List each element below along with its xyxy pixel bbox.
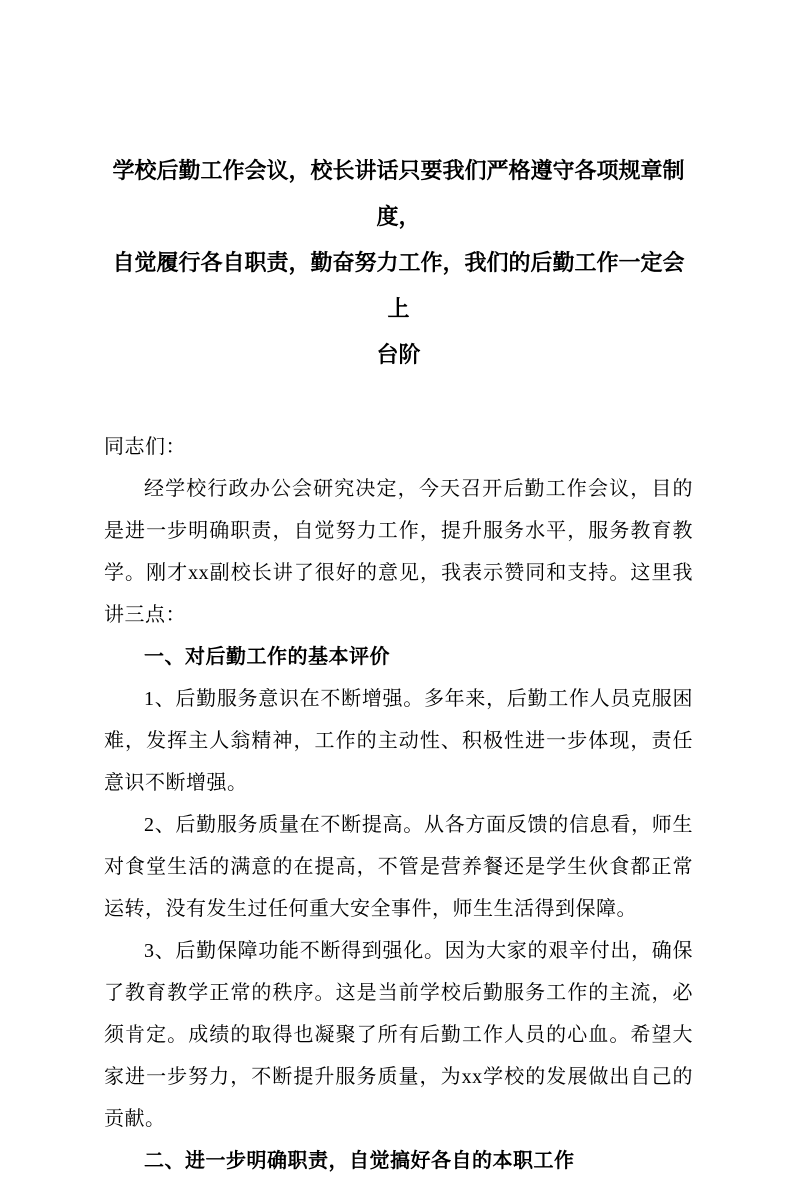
document-body: [104, 426, 693, 1182]
section-heading-1: 一、对后勤工作的基本评价: [144, 646, 390, 668]
document-title: [104, 148, 693, 378]
document-title-line: 学校后勤工作会议，校长讲话只要我们严格遵守各项规章制度，: [112, 158, 685, 229]
point-2-paragraph: 2、后勤服务质量在不断提高。从各方面反馈的信息看，师生对食堂生活的满意的在提高，不管是营养餐还是学生伙食都正常运转，没有发生过任何重大安全事件，师生生活得到保障。: [104, 814, 693, 920]
intro-paragraph: 经学校行政办公会研究决定，今天召开后勤工作会议，目的是进一步明确职责，自觉努力工作，提升服务水平，服务教育教学。刚才xx副校长讲了很好的意见，我表示赞同和支持。这里我讲三点：: [104, 478, 693, 626]
section-heading-2: 二、进一步明确职责，自觉搞好各自的本职工作: [144, 1150, 575, 1172]
document-title-line: 台阶: [376, 342, 421, 367]
document-title-line: 自觉履行各自职责，勤奋努力工作，我们的后勤工作一定会上: [112, 250, 685, 321]
point-3-paragraph: 3、后勤保障功能不断得到强化。因为大家的艰辛付出，确保了教育教学正常的秩序。这是当前学校后勤服务工作的主流，必须肯定。成绩的取得也凝聚了所有后勤工作人员的心血。希望大家进一步努力，不断提升服务质量，为xx学校的发展做出自己的贡献。: [104, 940, 693, 1130]
salutation-paragraph: 同志们：: [104, 436, 186, 458]
point-1-paragraph: 1、后勤服务意识在不断增强。多年来，后勤工作人员克服困难，发挥主人翁精神，工作的主动性、积极性进一步体现，责任意识不断增强。: [104, 688, 693, 794]
